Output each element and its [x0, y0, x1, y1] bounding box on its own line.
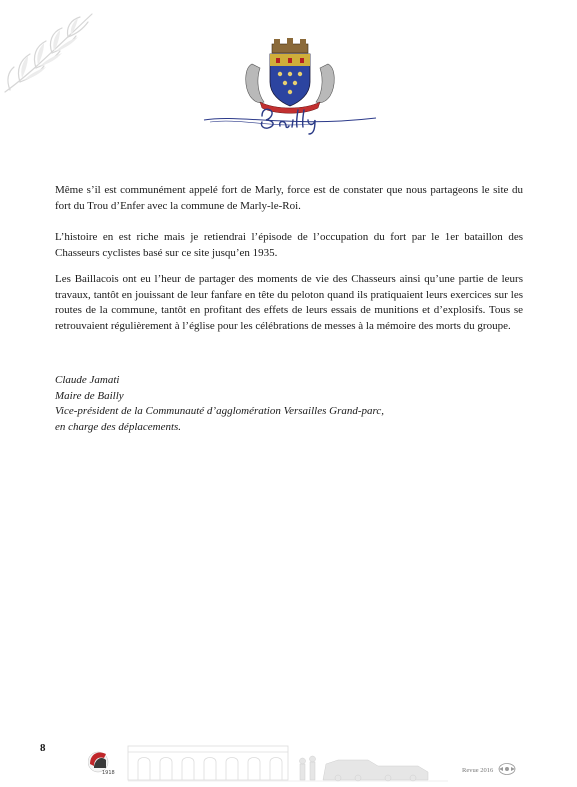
helmet-badge-icon	[88, 752, 115, 776]
paragraph-3: Les Baillacois ont eu l’heur de partager des moments de vie des Chasseurs ainsi qu’une partie de leurs travaux, tantôt en jouissant de leur fanfare en tête du peloton quand ils pratiquaient leurs exercices sur les routes de la commune, tantôt en profitant des effets de leurs essais de munitions et d’explosifs. Tous se retrouvaient régulièrement à l’église pour les célébrations de messes à la mémoire des morts du groupe.	[55, 273, 523, 332]
emblem-icon	[497, 762, 517, 776]
bailly-logo	[200, 36, 380, 136]
signature-block	[55, 373, 523, 435]
paragraph-2: L’histoire en est riche mais je retiendrai l’épisode de l’occupation du fort par le 1er bataillon des Chasseurs cyclistes basé sur ce site jusqu’en 1935.	[55, 231, 523, 259]
footer-label: Revue 2016	[462, 767, 494, 774]
signature-role: Maire de Bailly	[55, 389, 124, 402]
signature-duty: en charge des déplacements.	[55, 420, 182, 433]
paragraph-1: Même s’il est communément appelé fort de Marly, force est de constater que nous partageons le site du fort du Trou d’Enfer avec la commune de Marly-le-Roi.	[55, 184, 523, 212]
signature-name: Claude Jamati	[55, 374, 120, 386]
signature-title: Vice-président de la Communauté d’agglomération Versailles Grand-parc,	[55, 405, 385, 417]
page-number: 8	[40, 742, 46, 754]
footer-illustration	[88, 740, 528, 782]
laurel-leaf-icon	[0, 4, 110, 99]
badge-year: 1918	[102, 770, 115, 776]
coat-of-arms-icon	[200, 36, 380, 136]
